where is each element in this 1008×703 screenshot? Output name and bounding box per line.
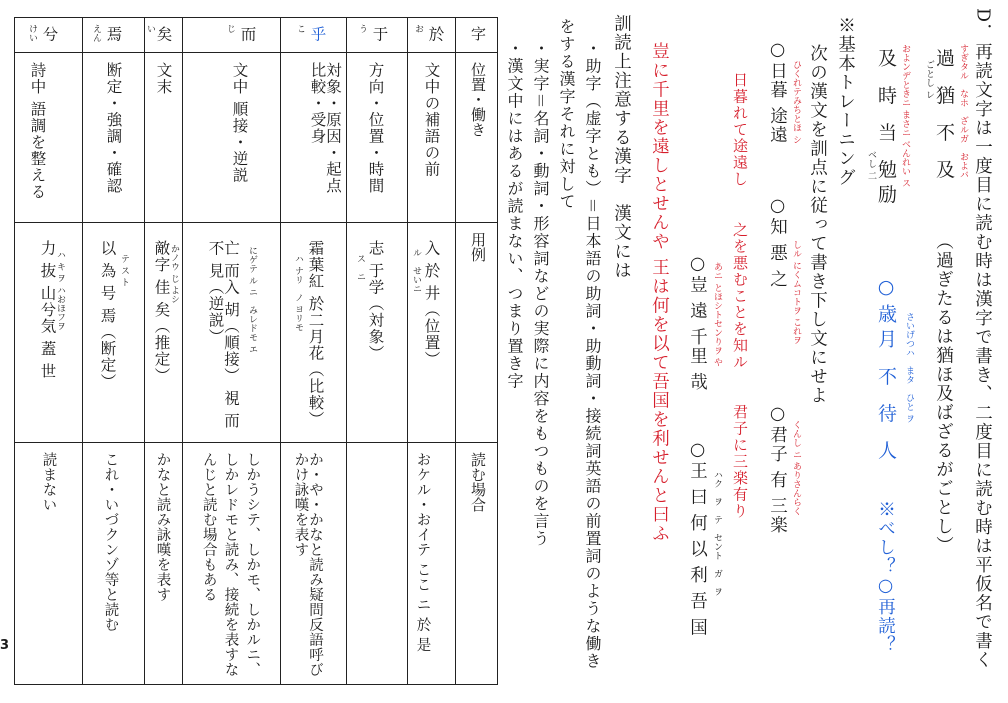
q3-answer: 君子に三楽有り [731, 404, 749, 520]
q4-furigana: あニ とほシトセンりヲ や [712, 262, 722, 367]
header-role: 位置・働き [469, 62, 487, 137]
row-example-furi: ル せいニ [411, 248, 421, 293]
header-reading: 読む場合 [469, 452, 487, 512]
row-example-furi: ハ ナリ ノ ヨリモ [293, 254, 303, 332]
kanji-table [14, 17, 498, 685]
q1-text: ○日暮 途遠 [767, 40, 788, 145]
row-char: 於 [426, 26, 445, 43]
row-char-furi: い [145, 24, 155, 33]
section-d-heading: D．再読文字は一度目に読む時は漢字で書き、二度目に読む時は平仮名で書く [972, 8, 993, 670]
row-role: 方向・位置・時間 [366, 62, 385, 194]
row-example-furi: ハ キ ヲ ハおほフヲ [55, 250, 65, 331]
row-char: 矣 [154, 26, 173, 43]
ex3-furigana: さいげつハ まタ ひと ヲ [904, 312, 914, 423]
row-role: 断定・強調・確認 [104, 62, 123, 194]
table-hline-header [15, 52, 497, 53]
row-role: 対象・原因・起点 比較・受身 [308, 62, 342, 194]
row-char: 焉 [104, 26, 123, 43]
notes-bullet3: ・漢文中にはあるが読まない、つまり置き字 [505, 40, 524, 390]
row-role: 文中 順接・逆説 [230, 62, 249, 184]
row-char: 于 [370, 26, 389, 43]
header-example: 用例 [469, 232, 487, 262]
q5-answer: 王は何を以て吾国を利せんと曰ふ [649, 258, 670, 543]
q4-text: ○豈 遠 千里 哉 [687, 254, 708, 392]
q2-text: ○知 悪 之 [767, 196, 788, 289]
row-example: 霜葉紅 於二月花（比較） [306, 240, 325, 428]
notes-bullet1: ・助字（虚字とも）＝日本語の助詞・助動詞・接続詞英語の前置詞のような働き [583, 40, 602, 670]
row-char-furi: じ [225, 24, 235, 33]
row-reading: しかうシテ、しかモ、しかルニ、しかレドモと読み、接続を表すなんじと読む場合もある [200, 452, 261, 677]
row-example: 入 於 井（位置） [422, 240, 441, 368]
row-reading: おケル・おイテ ここ ニ 於 是 [414, 452, 431, 653]
row-example: 敵字 佳 矣（推定） [152, 240, 171, 384]
row-example-furi: ス ニ [355, 254, 365, 281]
q4-answer: 豈に千里を遠しとせんや [649, 42, 670, 251]
row-example: 志 于学（対象） [366, 240, 385, 362]
training-instruction: 次の漢文を訓点に従って書き下し文にせよ [807, 44, 828, 405]
table-vline-5 [346, 18, 347, 684]
row-role: 文末 [154, 62, 173, 95]
table-hline-example [15, 442, 497, 443]
q3-text: ○君子 有 三楽 [767, 404, 788, 535]
row-char: 乎 [308, 26, 327, 43]
table-vline-1 [82, 18, 83, 684]
row-char-furi: えん [91, 24, 101, 42]
table-vline-2 [144, 18, 145, 684]
ex2-text: 及 時 当 勉励 [875, 48, 897, 210]
ex2-small: ベし 二 [866, 150, 876, 180]
row-role: 詩中 語調を整える [28, 62, 47, 200]
row-reading: か・や・かなと読み疑問反語呼びかけ詠嘆を表す [292, 452, 323, 677]
ex1-kana-small: ごとし レ [924, 60, 934, 99]
notes-bullet2: ・実字＝名詞・動詞・形容詞などの実際に内容をもつものを言う [531, 40, 550, 548]
q3-furigana: くんし ニ ありさんらく [791, 420, 801, 516]
header-char: 字 [469, 26, 487, 41]
row-char: 而 [238, 26, 257, 43]
table-hline-role [15, 222, 497, 223]
q5-furigana: ハク ヲ テ セント ガ ヲ [712, 470, 722, 596]
ex1-furigana: すぎタル なホ ざルガ およバ [958, 44, 968, 179]
notes-bullet1-cont: をする漢字それに対して [557, 18, 576, 211]
table-vline-7 [455, 18, 456, 684]
ex3-text: ○歳月 不 待 人 [875, 276, 897, 466]
row-role: 文中の補語の前 [422, 62, 441, 178]
q1-furigana: ひくれテみちとほ シ [791, 60, 801, 144]
q2-furigana: しル にくムコトヲ これヲ [791, 240, 801, 345]
table-vline-6 [407, 18, 408, 684]
ex1-reading: （過ぎたるは猶ほ及ばざるがごとし） [933, 232, 954, 555]
training-heading: ※基本トレーニング [835, 16, 856, 187]
row-example-furi: にゲテ ル ニ みレドモ エ [247, 246, 257, 354]
row-char-furi: けい [27, 24, 37, 42]
ex2-furigana: およンデときニ まさニ べんれい ス [900, 44, 910, 188]
q2-answer: 之を悪むことを知ル [731, 222, 749, 371]
ex1-text: 過 猶 不 及 [933, 48, 955, 185]
row-example: 力 抜 山兮気 蓋 世 [38, 240, 57, 380]
page-number: 3 [0, 638, 10, 653]
table-vline-4 [280, 18, 281, 684]
row-reading: 読まない [40, 452, 57, 512]
row-reading: かなと読み詠嘆を表す [154, 452, 171, 602]
row-char-furi: こ [295, 24, 305, 33]
q5-text: ○王 曰 何 以 利 吾 国 [687, 440, 708, 637]
row-example-furi: かノウ じ よシ [169, 244, 179, 304]
table-vline-3 [182, 18, 183, 684]
row-example-furi: テ ス ト [119, 254, 129, 287]
ex3-note: ※べし？○再読？ [875, 500, 896, 655]
notes-heading: 訓読上注意する漢字 漢文には [611, 14, 632, 280]
row-char-furi: う [357, 24, 367, 33]
row-example: 亡 而入 胡（順接） 視 而 不 見（逆説） [206, 240, 240, 429]
row-example: 以 為 号 焉（断定） [98, 240, 117, 390]
q1-answer: 日暮れて途遠し [731, 72, 749, 188]
row-char-furi: お [413, 24, 423, 33]
row-reading: これ・いづクンゾ等と読む [102, 452, 119, 632]
row-char: 兮 [40, 26, 59, 43]
